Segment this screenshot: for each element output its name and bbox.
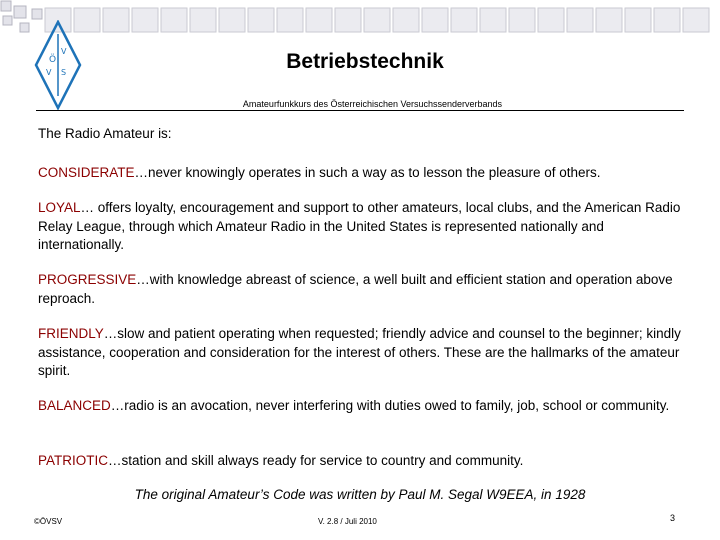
- svg-text:S: S: [61, 68, 67, 77]
- code-text: … offers loyalty, encouragement and support to other amateurs, local clubs, and the American Radio Relay League, through which Amateur Radio in the United States is represented nationally and internationally.: [38, 200, 681, 252]
- oevsv-logo-icon: [33, 20, 83, 110]
- svg-text:Ö: Ö: [49, 55, 57, 65]
- code-item-considerate: [38, 164, 688, 183]
- code-text: …slow and patient operating when requested; friendly advice and counsel to the beginner; kindly assistance, cooperation and consideration for the interest of others. These are the hallmarks of the amateur spirit.: [38, 326, 681, 378]
- intro-text: The Radio Amateur is:: [38, 126, 172, 141]
- code-item-balanced: [38, 397, 688, 416]
- page-subtitle: Amateurfunkkurs des Österreichischen Versuchssenderverbands: [242, 99, 503, 109]
- code-keyword: PROGRESSIVE: [38, 272, 137, 287]
- page-number: 3: [670, 513, 676, 523]
- code-item-friendly: [38, 325, 688, 381]
- version-label: V. 2.8 / Juli 2010: [318, 517, 377, 526]
- svg-text:V: V: [46, 68, 52, 77]
- closing-quote: The original Amateur’s Code was written by Paul M. Segal W9EEA, in 1928: [134, 487, 586, 502]
- code-text: …station and skill always ready for service to country and community.: [108, 453, 524, 468]
- svg-text:V: V: [61, 47, 67, 56]
- code-keyword: BALANCED: [38, 398, 111, 413]
- code-item-progressive: [38, 271, 688, 308]
- code-item-loyal: [38, 199, 688, 255]
- code-keyword: CONSIDERATE: [38, 165, 135, 180]
- code-keyword: LOYAL: [38, 200, 81, 215]
- code-keyword: FRIENDLY: [38, 326, 104, 341]
- header-divider: [36, 110, 684, 111]
- page-title: Betriebstechnik: [286, 50, 444, 73]
- code-text: …never knowingly operates in such a way as to lesson the pleasure of others.: [134, 165, 601, 180]
- decorative-squares-banner: [0, 0, 720, 40]
- code-item-patriotic: [38, 452, 688, 471]
- code-text: …with knowledge abreast of science, a well built and efficient station and operation above reproach.: [38, 272, 673, 306]
- code-keyword: PATRIOTIC: [38, 453, 108, 468]
- code-text: …radio is an avocation, never interfering with duties owed to family, job, school or community.: [110, 398, 670, 413]
- copyright-label: ©ÖVSV: [34, 517, 63, 526]
